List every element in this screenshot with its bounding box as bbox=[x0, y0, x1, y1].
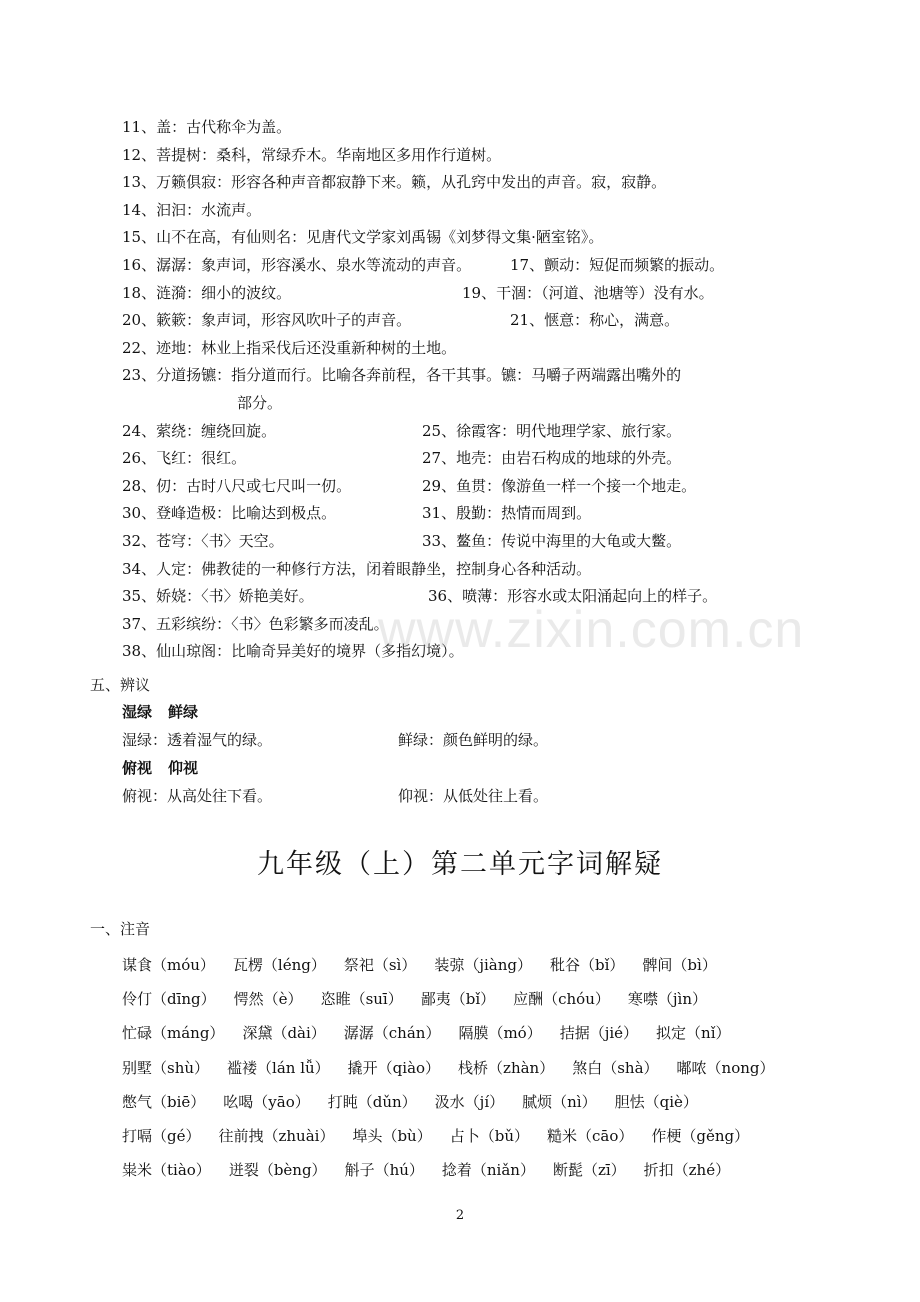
pinyin-item: 胆怯（qiè） bbox=[614, 1092, 698, 1111]
definition-row: 20、簌簌：象声词，形容风吹叶子的声音。 21、惬意：称心，满意。 bbox=[122, 311, 680, 330]
pinyin-item: 粜米（tiào） bbox=[122, 1161, 211, 1180]
pinyin-item: 瓦楞（léng） bbox=[232, 956, 326, 974]
pinyin-item: 占卜（bǔ） bbox=[449, 1126, 529, 1145]
pinyin-item: 作梗（gěng） bbox=[651, 1126, 750, 1145]
pinyin-item: 汲水（jí） bbox=[434, 1092, 505, 1111]
pinyin-item: 嘟哝（nong） bbox=[676, 1058, 775, 1077]
pinyin-item: 应酬（chóu） bbox=[513, 990, 610, 1009]
pinyin-item: 栈桥（zhàn） bbox=[458, 1058, 555, 1077]
pinyin-item: 撬开（qiào） bbox=[347, 1058, 441, 1077]
page-number: 2 bbox=[455, 1208, 465, 1223]
definition-row: 14、汩汩：水流声。 bbox=[122, 200, 262, 219]
pinyin-item: 恣睢（suī） bbox=[320, 990, 403, 1009]
pinyin-item: 捻着（niǎn） bbox=[441, 1161, 535, 1180]
pinyin-row bbox=[122, 1085, 822, 1119]
pinyin-row bbox=[122, 982, 822, 1016]
pinyin-item: 打嗝（gé） bbox=[122, 1126, 201, 1145]
word-pair-block bbox=[122, 698, 802, 810]
pinyin-item: 忙碌（máng） bbox=[122, 1024, 225, 1043]
pinyin-item: 深黛（dài） bbox=[242, 1024, 326, 1043]
pinyin-row bbox=[122, 1153, 822, 1187]
word-pair-definitions: 湿绿：透着湿气的绿。 鲜绿：颜色鲜明的绿。 bbox=[122, 731, 549, 749]
pinyin-item: 潺潺（chán） bbox=[343, 1024, 441, 1043]
word-pair-heading: 湿绿 鲜绿 bbox=[122, 703, 199, 721]
watermark: www.zixin.com.cn bbox=[378, 601, 805, 659]
pinyin-item: 褴褛（lán lǚ） bbox=[227, 1058, 330, 1077]
pinyin-item: 打盹（dǔn） bbox=[327, 1092, 417, 1111]
pinyin-row bbox=[122, 948, 822, 982]
definition-row: 28、仞：古时八尺或七尺叫一仞。 29、鱼贯：像游鱼一样一个接一个地走。 bbox=[122, 476, 697, 495]
definition-row: 35、娇娆：〈书〉娇艳美好。 36、喷薄：形容水或太阳涌起向上的样子。 bbox=[122, 587, 718, 606]
pinyin-item: 断髭（zī） bbox=[552, 1161, 626, 1180]
pinyin-item: 憋气（biē） bbox=[122, 1092, 206, 1111]
pinyin-item: 髀间（bì） bbox=[642, 956, 717, 974]
definition-row: 15、山不在高，有仙则名：见唐代文学家刘禹锡《刘梦得文集·陋室铭》。 bbox=[122, 228, 604, 247]
definition-row: 22、迹地：林业上指采伐后还没重新种树的土地。 bbox=[122, 338, 457, 357]
definition-row: 18、涟漪：细小的波纹。 19、干涸：（河道、池塘等）没有水。 bbox=[122, 283, 714, 302]
pinyin-item: 斛子（hú） bbox=[344, 1161, 424, 1180]
section-heading-discuss: 五、辨议 bbox=[90, 676, 151, 694]
pinyin-item: 鄙夷（bǐ） bbox=[420, 990, 496, 1009]
pinyin-item: 别墅（shù） bbox=[122, 1058, 210, 1077]
definition-row: 34、人定：佛教徒的一种修行方法，闭着眼静坐，控制身心各种活动。 bbox=[122, 559, 592, 578]
pinyin-item: 腻烦（nì） bbox=[522, 1092, 597, 1111]
pinyin-item: 拮据（jié） bbox=[559, 1024, 639, 1043]
pinyin-row bbox=[122, 1119, 822, 1153]
pinyin-item: 拟定（nǐ） bbox=[656, 1024, 731, 1043]
pinyin-item: 往前拽（zhuài） bbox=[218, 1126, 335, 1145]
page-title: 九年级（上）第二单元字词解疑 bbox=[257, 849, 663, 880]
pinyin-item: 折扣（zhé） bbox=[643, 1161, 731, 1180]
definition-row: 30、登峰造极：比喻达到极点。 31、殷勤：热情而周到。 bbox=[122, 504, 592, 523]
definition-list bbox=[122, 114, 805, 666]
pinyin-item: 隔膜（mó） bbox=[458, 1024, 542, 1043]
pinyin-item: 秕谷（bǐ） bbox=[550, 956, 625, 974]
pinyin-item: 埠头（bù） bbox=[352, 1126, 432, 1145]
pinyin-list bbox=[122, 948, 822, 1187]
pinyin-item: 迸裂（bèng） bbox=[228, 1161, 327, 1180]
definition-row: 16、潺潺：象声词，形容溪水、泉水等流动的声音。 17、颤动：短促而频繁的振动。 bbox=[122, 255, 725, 274]
pinyin-item: 祭祀（sì） bbox=[343, 956, 417, 974]
section-heading-pinyin: 一、注音 bbox=[90, 920, 151, 938]
definition-row: 38、仙山琼阁：比喻奇异美好的境界（多指幻境）。 bbox=[122, 642, 464, 661]
pinyin-item: 吆喝（yāo） bbox=[223, 1092, 310, 1111]
pinyin-item: 愕然（è） bbox=[233, 990, 303, 1009]
word-pair-heading: 俯视 仰视 bbox=[122, 759, 199, 777]
pinyin-item: 煞白（shà） bbox=[572, 1058, 659, 1077]
definition-row: 32、苍穹：〈书〉天空。 33、鳌鱼：传说中海里的大龟或大鳖。 bbox=[122, 531, 682, 550]
pinyin-item: 寒噤（jìn） bbox=[627, 990, 707, 1009]
pinyin-row bbox=[122, 1016, 822, 1050]
definition-row: 37、五彩缤纷：〈书〉色彩繁多而凌乱。 bbox=[122, 614, 389, 633]
definition-row: 24、萦绕：缠绕回旋。 25、徐霞客：明代地理学家、旅行家。 bbox=[122, 421, 682, 440]
pinyin-item: 装弶（jiàng） bbox=[434, 956, 533, 974]
definition-row-continued: 部分。 bbox=[237, 393, 283, 412]
definition-row: 26、飞红：很红。 27、地壳：由岩石构成的地球的外壳。 bbox=[122, 449, 682, 468]
definition-row: 23、分道扬镳：指分道而行。比喻各奔前程，各干其事。镳：马嚼子两端露出嘴外的 bbox=[122, 366, 682, 385]
definition-row: 13、万籁俱寂：形容各种声音都寂静下来。籁，从孔窍中发出的声音。寂，寂静。 bbox=[122, 173, 667, 192]
word-pair-definitions: 俯视：从高处往下看。 仰视：从低处往上看。 bbox=[122, 787, 549, 805]
definition-row: 11、盖：古代称伞为盖。 bbox=[122, 118, 292, 136]
pinyin-item: 谋食（móu） bbox=[122, 956, 215, 974]
pinyin-item: 糙米（cāo） bbox=[546, 1126, 634, 1145]
definition-row: 12、菩提树：桑科，常绿乔木。华南地区多用作行道树。 bbox=[122, 145, 502, 164]
pinyin-row bbox=[122, 1051, 822, 1085]
pinyin-item: 伶仃（dīng） bbox=[122, 990, 216, 1009]
